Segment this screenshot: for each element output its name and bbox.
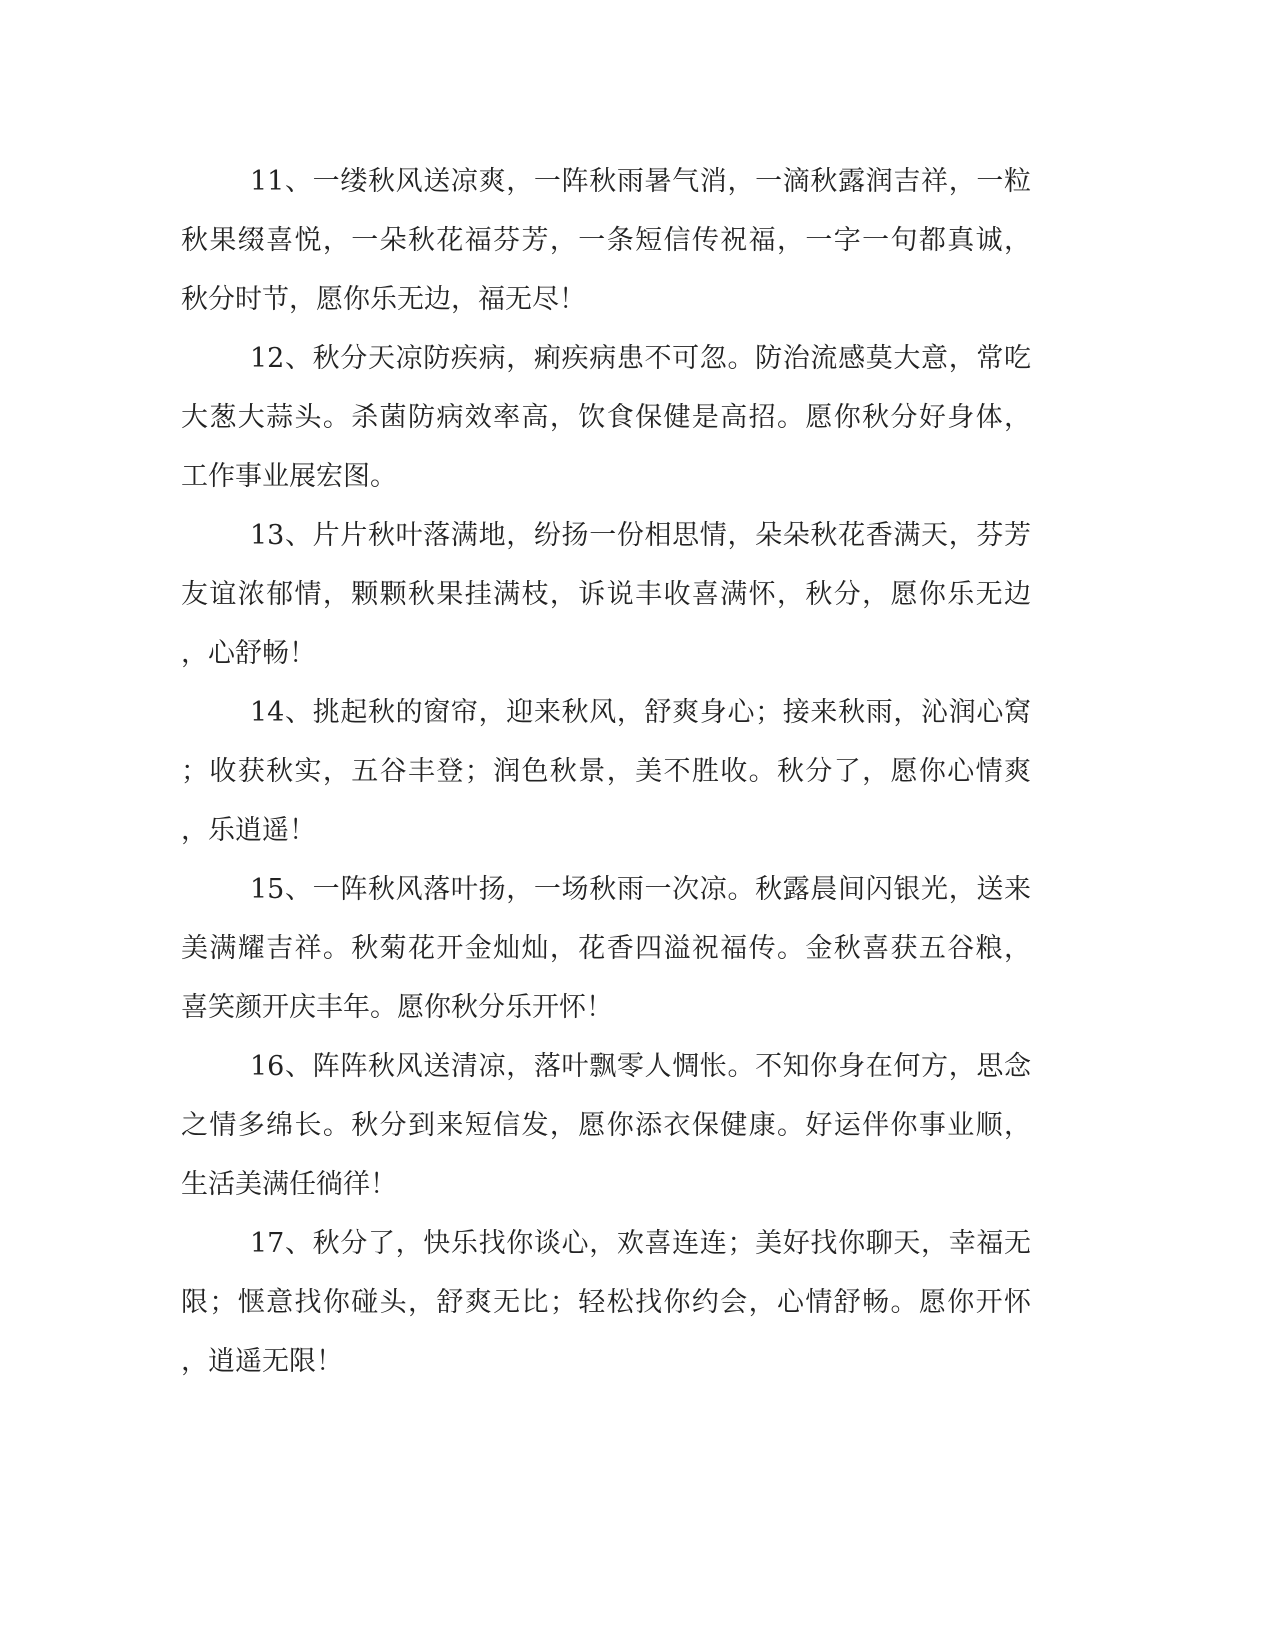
paragraph-line: 工作事业展宏图。 — [181, 461, 397, 492]
paragraph-line: 17、秋分了，快乐找你谈心，欢喜连连；美好找你聊天，幸福无 — [250, 1228, 1031, 1259]
paragraph-line: ，乐逍遥！ — [181, 815, 316, 846]
document-body — [181, 152, 1031, 1391]
paragraph-line: 秋分时节，愿你乐无边，福无尽！ — [181, 284, 586, 315]
paragraph-line: 生活美满任徜徉！ — [181, 1169, 397, 1200]
paragraph-line: 限；惬意找你碰头，舒爽无比；轻松找你约会，心情舒畅。愿你开怀 — [181, 1287, 1031, 1318]
paragraph-line: 大葱大蒜头。杀菌防病效率高，饮食保健是高招。愿你秋分好身体， — [181, 402, 1031, 433]
paragraph-line: 11、一缕秋风送凉爽，一阵秋雨暑气消，一滴秋露润吉祥，一粒 — [250, 166, 1031, 197]
paragraph-line: 13、片片秋叶落满地，纷扬一份相思情，朵朵秋花香满天，芬芳 — [250, 520, 1031, 551]
paragraph-line: ，心舒畅！ — [181, 638, 316, 669]
paragraph-16 — [181, 1037, 1031, 1214]
paragraph-line: 15、一阵秋风落叶扬，一场秋雨一次凉。秋露晨间闪银光，送来 — [250, 874, 1031, 905]
paragraph-line: 之情多绵长。秋分到来短信发，愿你添衣保健康。好运伴你事业顺， — [181, 1110, 1031, 1141]
paragraph-line: 喜笑颜开庆丰年。愿你秋分乐开怀！ — [181, 992, 613, 1023]
paragraph-14 — [181, 683, 1031, 860]
paragraph-line: ；收获秋实，五谷丰登；润色秋景，美不胜收。秋分了，愿你心情爽 — [181, 756, 1031, 787]
paragraph-line: 秋果缀喜悦，一朵秋花福芬芳，一条短信传祝福，一字一句都真诚， — [181, 225, 1031, 256]
paragraph-line: 16、阵阵秋风送清凉，落叶飘零人惆怅。不知你身在何方，思念 — [250, 1051, 1031, 1082]
paragraph-line: 友谊浓郁情，颗颗秋果挂满枝，诉说丰收喜满怀，秋分，愿你乐无边 — [181, 579, 1031, 610]
paragraph-13 — [181, 506, 1031, 683]
paragraph-line: 美满耀吉祥。秋菊花开金灿灿，花香四溢祝福传。金秋喜获五谷粮， — [181, 933, 1031, 964]
paragraph-line: 14、挑起秋的窗帘，迎来秋风，舒爽身心；接来秋雨，沁润心窝 — [250, 697, 1031, 728]
paragraph-11 — [181, 152, 1031, 329]
paragraph-15 — [181, 860, 1031, 1037]
paragraph-line: ，逍遥无限！ — [181, 1346, 343, 1377]
paragraph-line: 12、秋分天凉防疾病，痢疾病患不可忽。防治流感莫大意，常吃 — [250, 343, 1031, 374]
paragraph-12 — [181, 329, 1031, 506]
paragraph-17 — [181, 1214, 1031, 1391]
